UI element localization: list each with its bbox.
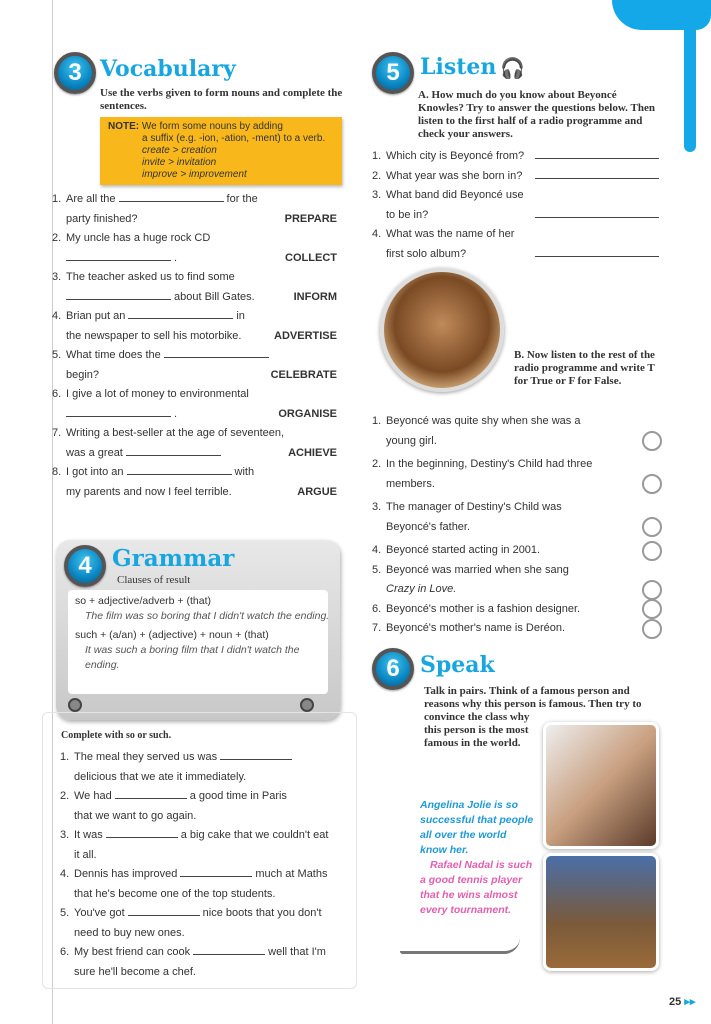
note-text: We form some nouns by adding <box>141 121 283 132</box>
item-text: Dennis has improved <box>74 868 178 880</box>
item-number: 7. <box>372 622 382 634</box>
paint-drip-decoration <box>684 20 696 152</box>
statement-line <box>372 498 662 518</box>
answer-blank[interactable] <box>128 307 233 319</box>
answer-blank[interactable] <box>127 463 232 475</box>
item-number: 8. <box>52 466 62 478</box>
grammar-item-line <box>60 807 345 827</box>
vocab-item-line <box>52 463 337 483</box>
grammar-item-line <box>60 846 345 866</box>
note-text: a suffix (e.g. -ion, -ation, -ment) to a verb. <box>142 133 326 144</box>
statement-line <box>372 619 662 639</box>
section-number-badge <box>64 545 106 587</box>
verb-key: ARGUE <box>297 485 337 498</box>
vocab-item-line <box>52 483 337 503</box>
statement-text: Beyoncé's mother is a fashion designer. <box>386 602 581 615</box>
note-example: create > creation <box>142 145 217 156</box>
listen-question <box>372 186 662 206</box>
listen-question <box>372 206 662 226</box>
item-text: for the <box>226 193 258 205</box>
item-number: 3. <box>52 271 62 283</box>
item-text: with <box>234 466 255 478</box>
item-text: much at Maths <box>255 868 328 880</box>
item-number: 6. <box>52 388 62 400</box>
answer-blank[interactable] <box>66 405 171 417</box>
grammar-example: The film was so boring that I didn't watch the ending. <box>85 610 330 622</box>
note-box <box>100 117 342 185</box>
speech-tail-decoration <box>400 938 520 954</box>
statement-line <box>372 475 662 495</box>
vocabulary-intro <box>100 87 345 185</box>
item-number: 1. <box>52 193 62 205</box>
item-text: I give a lot of money to environmental <box>66 388 249 400</box>
grammar-item-line <box>60 963 345 983</box>
listen-part-a: A. How much do you know about Beyoncé Knowles? Try to answer the questions below. Then listen to the first half of a radio programme and check your answers. <box>418 89 655 140</box>
true-false-answer-circle[interactable] <box>642 599 662 619</box>
verb-key: CELEBRATE <box>270 368 337 381</box>
answer-blank[interactable] <box>220 748 292 760</box>
statement-line <box>372 518 662 538</box>
statement-line <box>372 432 662 452</box>
item-text: begin? <box>66 368 100 381</box>
item-text: was a great <box>66 446 123 459</box>
verb-key: ORGANISE <box>278 407 337 420</box>
grammar-example: It was such a boring film that I didn't watch the ending. <box>85 644 300 671</box>
listen-question <box>372 167 662 187</box>
listen-question <box>372 225 662 245</box>
vocab-item-line <box>52 444 337 464</box>
answer-blank[interactable] <box>115 787 187 799</box>
statement-line <box>372 580 662 600</box>
item-text: Are all the <box>66 193 116 205</box>
item-text: . <box>174 251 178 264</box>
statement-line <box>372 412 662 432</box>
item-text: the newspaper to sell his motorbike. <box>66 329 242 342</box>
vocab-item-line <box>52 385 337 405</box>
true-false-answer-circle[interactable] <box>642 619 662 639</box>
question-text: What band did Beyoncé use <box>386 189 524 201</box>
true-false-answer-circle[interactable] <box>642 431 662 451</box>
item-text: The meal they served us was <box>74 751 218 763</box>
vocab-item-line <box>52 424 337 444</box>
item-text: We had <box>74 790 112 802</box>
badge-number: 3 <box>68 59 82 86</box>
grammar-rule: so + adjective/adverb + (that) <box>75 595 211 607</box>
item-number: 5. <box>372 563 382 576</box>
angelina-jolie-photo <box>543 722 659 849</box>
item-number: 5. <box>60 907 70 919</box>
answer-blank[interactable] <box>180 865 252 877</box>
statement-text: Crazy in Love. <box>386 583 457 595</box>
vocab-item-line <box>52 249 337 269</box>
statement-text: In the beginning, Destiny's Child had three <box>386 458 593 470</box>
statement-text: The manager of Destiny's Child was <box>386 501 562 513</box>
grammar-item-line <box>60 885 345 905</box>
headphones-icon: 🎧 <box>500 58 525 80</box>
answer-blank[interactable] <box>193 943 265 955</box>
grammar-item-line <box>60 748 345 768</box>
statement-text: Beyoncé's mother's name is Deréon. <box>386 622 566 634</box>
item-number: 2. <box>52 232 62 244</box>
vocab-item-line <box>52 210 337 230</box>
item-text: delicious that we ate it immediately. <box>74 770 247 783</box>
item-number: 1. <box>60 751 70 763</box>
speech-bubble-blue: Angelina Jolie is so successful that people all over the world know her. <box>420 799 534 856</box>
item-text: . <box>174 407 178 420</box>
vocabulary-list <box>52 190 337 502</box>
answer-blank[interactable] <box>128 904 200 916</box>
vocab-item-line <box>52 346 337 366</box>
note-example: improve > improvement <box>142 169 247 180</box>
speak-instruction: convince the class why this person is the most famous in the world. <box>424 711 530 749</box>
item-text: a big cake that we couldn't eat <box>180 829 329 841</box>
vocab-item-line <box>52 288 337 308</box>
grammar-subtitle: Clauses of result <box>117 574 191 586</box>
item-text: It was <box>74 829 103 841</box>
true-false-answer-circle[interactable] <box>642 580 662 600</box>
true-false-answer-circle[interactable] <box>642 517 662 537</box>
item-text: about Bill Gates. <box>174 290 255 303</box>
answer-blank[interactable] <box>535 147 659 159</box>
listen-questions <box>372 147 662 264</box>
forward-arrow-icon: ▸▸ <box>684 996 696 1008</box>
page-number <box>669 995 695 1008</box>
statement-line <box>372 600 662 620</box>
listen-part-a-block <box>372 89 662 264</box>
speech-bubble-pink: Rafael Nadal is such a good tennis player that he wins almost every tournament. <box>420 859 533 916</box>
answer-blank[interactable] <box>535 245 659 257</box>
item-number: 3. <box>60 829 70 841</box>
item-text: that he's become one of the top students. <box>74 887 276 900</box>
vocab-item-line <box>52 307 337 327</box>
vocab-item-line <box>52 405 337 425</box>
grammar-item-line <box>60 924 345 944</box>
answer-blank[interactable] <box>535 167 659 179</box>
note-label: NOTE: <box>108 121 140 132</box>
item-text: Brian put an <box>66 310 126 322</box>
item-number: 2. <box>372 458 382 470</box>
item-text: My uncle has a huge rock CD <box>66 232 211 244</box>
speak-instruction: Talk in pairs. Think of a famous person and reasons why this person is famous. Then try to <box>424 685 642 710</box>
item-number: 4. <box>60 868 70 880</box>
grammar-rule: such + (a/an) + (adjective) + noun + (that) <box>75 629 269 641</box>
true-false-statements <box>372 412 662 639</box>
item-number: 4. <box>372 228 382 240</box>
item-text: it all. <box>74 848 97 861</box>
item-text: that we want to go again. <box>74 809 197 822</box>
item-text: a good time in Paris <box>189 790 287 802</box>
item-text: I got into an <box>66 466 124 478</box>
section-number-badge <box>372 648 414 690</box>
rafael-nadal-photo <box>543 853 659 971</box>
verb-key: ACHIEVE <box>288 446 337 459</box>
statement-line <box>372 541 662 561</box>
item-number: 6. <box>60 946 70 958</box>
item-text: What time does the <box>66 349 161 361</box>
verb-key: PREPARE <box>284 212 337 225</box>
item-text: need to buy new ones. <box>74 926 185 939</box>
verb-key: COLLECT <box>285 251 337 264</box>
question-text: What year was she born in? <box>386 169 523 182</box>
item-number: 5. <box>52 349 62 361</box>
statement-line <box>372 455 662 475</box>
statement-text: Beyoncé started acting in 2001. <box>386 544 541 556</box>
grammar-item-line <box>60 826 345 846</box>
item-text: My best friend can cook <box>74 946 191 958</box>
vocab-item-line <box>52 268 337 288</box>
item-text: The teacher asked us to find some <box>66 271 235 283</box>
vocab-item-line <box>52 190 337 210</box>
question-text: first solo album? <box>386 247 467 260</box>
answer-blank[interactable] <box>164 346 269 358</box>
item-number: 3. <box>372 501 382 513</box>
true-false-answer-circle[interactable] <box>642 474 662 494</box>
section-title-listen: Listen <box>420 54 497 80</box>
question-text: What was the name of her <box>386 228 515 240</box>
item-text: You've got <box>74 907 125 919</box>
grammar-item-line <box>60 865 345 885</box>
item-number: 1. <box>372 415 382 427</box>
section-number-badge <box>372 52 414 94</box>
answer-blank[interactable] <box>66 288 171 300</box>
grammar-exercise-instruction: Complete with so or such. <box>61 730 172 741</box>
item-text: my parents and now I feel terrible. <box>66 485 232 498</box>
section-title-speak: Speak <box>420 652 495 678</box>
item-number: 4. <box>52 310 62 322</box>
screw-icon <box>68 698 82 712</box>
verb-key: INFORM <box>293 290 337 303</box>
item-text: sure he'll become a chef. <box>74 965 196 978</box>
note-example: invite > invitation <box>142 157 217 168</box>
item-number: 4. <box>372 544 382 556</box>
listen-question <box>372 245 662 265</box>
statement-text: Beyoncé's father. <box>386 520 471 533</box>
vocab-item-line <box>52 327 337 347</box>
section-number-badge <box>54 52 96 94</box>
grammar-rules <box>75 594 330 673</box>
statement-line <box>372 561 662 581</box>
section-title-grammar: Grammar <box>112 545 235 572</box>
answer-blank[interactable] <box>119 190 224 202</box>
item-number: 3. <box>372 189 382 201</box>
item-text: Writing a best-seller at the age of seventeen, <box>66 427 285 439</box>
item-number: 2. <box>372 169 382 182</box>
answer-blank[interactable] <box>66 249 171 261</box>
speech-bubble <box>420 798 535 918</box>
section-title-vocabulary: Vocabulary <box>100 56 236 82</box>
answer-blank[interactable] <box>126 444 221 456</box>
badge-number: 5 <box>386 59 400 86</box>
item-number: 2. <box>60 790 70 802</box>
beyonce-photo <box>380 268 504 392</box>
grammar-item-line <box>60 943 345 963</box>
question-text: to be in? <box>386 208 429 221</box>
item-text: well that I'm <box>268 946 326 958</box>
true-false-answer-circle[interactable] <box>642 541 662 561</box>
vocab-item-line <box>52 229 337 249</box>
answer-blank[interactable] <box>106 826 178 838</box>
statement-text: Beyoncé was quite shy when she was a <box>386 415 581 427</box>
verb-key: ADVERTISE <box>274 329 337 342</box>
listen-question <box>372 147 662 167</box>
page-number-text: 25 <box>669 996 682 1008</box>
item-number: 7. <box>52 427 62 439</box>
statement-text: members. <box>386 477 435 490</box>
paint-splash-decoration <box>612 0 711 30</box>
grammar-item-line <box>60 768 345 788</box>
item-number: 6. <box>372 602 382 615</box>
item-text: nice boots that you don't <box>202 907 322 919</box>
item-text: party finished? <box>66 212 138 225</box>
note-line-1 <box>108 121 334 133</box>
grammar-exercise-list <box>60 748 345 982</box>
vocabulary-instruction: Use the verbs given to form nouns and complete the sentences. <box>100 87 343 112</box>
grammar-item-line <box>60 904 345 924</box>
screw-icon <box>300 698 314 712</box>
vocab-item-line <box>52 366 337 386</box>
listen-part-b: B. Now listen to the rest of the radio programme and write T for True or F for False. <box>514 349 655 387</box>
item-text: in <box>236 310 245 322</box>
badge-number: 4 <box>78 552 92 579</box>
answer-blank[interactable] <box>535 206 659 218</box>
question-text: Which city is Beyoncé from? <box>386 150 525 162</box>
grammar-item-line <box>60 787 345 807</box>
badge-number: 6 <box>386 655 400 682</box>
statement-text: Beyoncé was married when she sang <box>386 563 569 576</box>
statement-text: young girl. <box>386 434 437 447</box>
item-number: 1. <box>372 150 382 162</box>
